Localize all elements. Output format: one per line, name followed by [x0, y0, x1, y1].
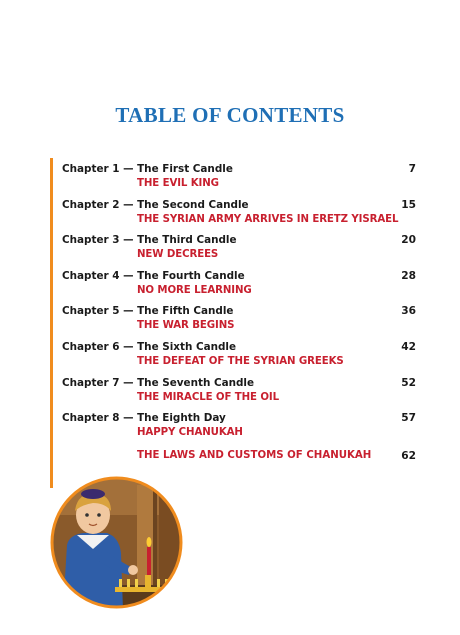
page-number: 15	[401, 198, 416, 211]
toc-entry-5[interactable]	[62, 305, 416, 341]
page-number: 20	[401, 234, 416, 247]
chapter-subtitle: NO MORE LEARNING	[137, 284, 252, 296]
toc-entry-1[interactable]	[62, 163, 416, 199]
toc-entry-3[interactable]	[62, 234, 416, 270]
toc-entry-4[interactable]	[62, 270, 416, 306]
chapter-subtitle: NEW DECREES	[137, 249, 219, 261]
appendix-page-number: 62	[401, 450, 416, 462]
chapter-heading: Chapter 5 — The Fifth Candle	[62, 305, 234, 318]
toc-entry-8[interactable]	[62, 412, 416, 448]
page-number: 36	[401, 305, 416, 318]
page-number: 28	[401, 269, 416, 282]
appendix-laws-customs[interactable]: THE LAWS AND CUSTOMS OF CHANUKAH	[137, 450, 372, 461]
chapter-subtitle: HAPPY CHANUKAH	[137, 427, 243, 439]
chapter-subtitle: THE MIRACLE OF THE OIL	[137, 391, 280, 403]
chapter-heading: Chapter 1 — The First Candle	[62, 163, 233, 175]
page-number: 7	[408, 163, 416, 175]
boy-lighting-menorah-illustration	[49, 475, 184, 610]
chapter-heading: Chapter 6 — The Sixth Candle	[62, 340, 237, 353]
toc-entry-2[interactable]	[62, 199, 416, 235]
orange-margin-rule	[50, 158, 53, 488]
page-title: TABLE OF CONTENTS	[115, 103, 345, 127]
table-of-contents	[62, 163, 416, 448]
chapter-subtitle: THE WAR BEGINS	[137, 320, 235, 332]
toc-entry-6[interactable]	[62, 341, 416, 377]
chapter-heading: Chapter 2 — The Second Candle	[62, 198, 249, 211]
chapter-heading: Chapter 7 — The Seventh Candle	[62, 376, 255, 389]
toc-entry-7[interactable]	[62, 377, 416, 413]
page-number: 52	[401, 376, 416, 389]
chapter-subtitle: THE DEFEAT OF THE SYRIAN GREEKS	[137, 355, 344, 367]
chapter-heading: Chapter 3 — The Third Candle	[62, 234, 237, 247]
page-number: 57	[401, 412, 416, 425]
chapter-subtitle: THE SYRIAN ARMY ARRIVES IN ERETZ YISRAEL	[137, 213, 399, 225]
chapter-subtitle: THE EVIL KING	[137, 178, 219, 189]
chapter-heading: Chapter 4 — The Fourth Candle	[62, 269, 245, 282]
page-number: 42	[401, 340, 416, 353]
chapter-heading: Chapter 8 — The Eighth Day	[62, 412, 226, 425]
